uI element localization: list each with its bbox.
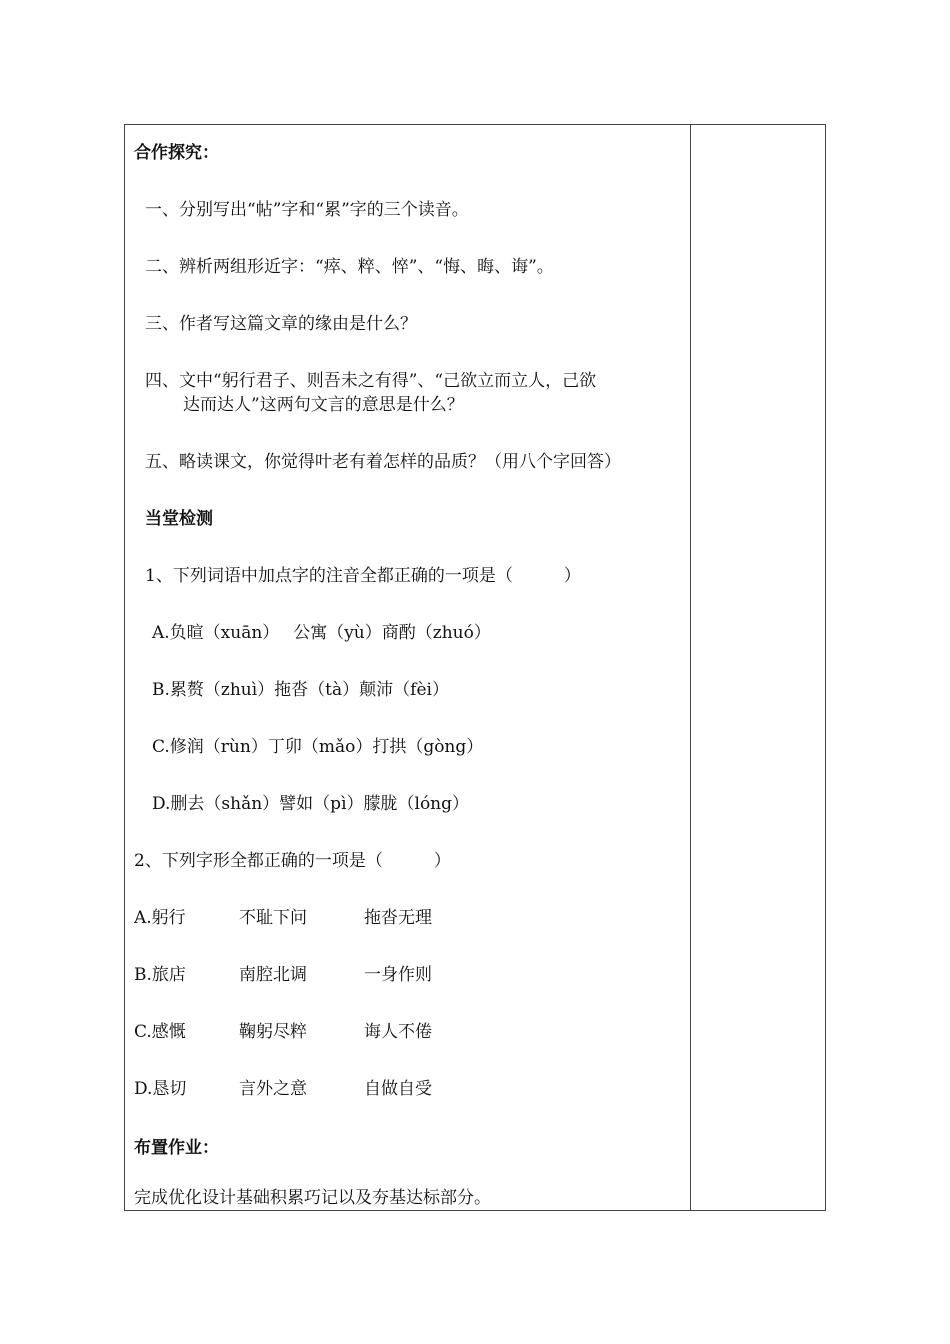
test-question-2-option-c-word-2: 诲人不倦 [364, 1022, 432, 1042]
test-question-1-option-d: D.删去（shǎn）譬如（pì）朦胧（lóng） [152, 794, 470, 814]
section-heading-homework: 布置作业： [134, 1138, 219, 1158]
inquiry-question-3: 三、作者写这篇文章的缘由是什么？ [145, 314, 417, 334]
inquiry-question-2: 二、辨析两组形近字：“瘁、粹、悴”、“悔、晦、诲”。 [145, 257, 554, 277]
test-question-2-stem: 2、下列字形全都正确的一项是（ ） [134, 851, 451, 871]
test-question-2-option-d-word-2: 自做自受 [364, 1079, 432, 1099]
test-question-2-option-a-word-1: 不耻下问 [239, 908, 307, 928]
inquiry-question-4-line-2: 达而达人”这两句文言的意思是什么？ [183, 395, 464, 415]
inquiry-question-4-line-1: 四、文中“躬行君子、则吾未之有得”、“己欲立而立人，己欲 [145, 371, 597, 391]
section-heading-class-test: 当堂检测 [145, 509, 213, 529]
test-question-1-option-b: B.累赘（zhuì）拖沓（tà）颠沛（fèi） [152, 680, 449, 700]
test-question-2-option-a-label: A.躬行 [134, 908, 186, 928]
test-question-2-option-c-word-1: 鞠躬尽粹 [239, 1022, 307, 1042]
inquiry-question-1: 一、分别写出“帖”字和“累”字的三个读音。 [145, 200, 469, 220]
test-question-2-option-b-word-2: 一身作则 [364, 965, 432, 985]
column-divider [690, 124, 691, 1211]
test-question-2-option-b-word-1: 南腔北调 [239, 965, 307, 985]
test-question-2-option-a-word-2: 拖沓无理 [364, 908, 432, 928]
homework-text: 完成优化设计基础积累巧记以及夯基达标部分。 [134, 1188, 491, 1208]
section-heading-cooperative-inquiry: 合作探究： [134, 143, 219, 163]
test-question-2-option-d-label: D.恳切 [134, 1079, 187, 1099]
test-question-2-option-b-label: B.旅店 [134, 965, 186, 985]
test-question-2-option-d-word-1: 言外之意 [239, 1079, 307, 1099]
lesson-table [124, 124, 826, 1211]
test-question-1-stem: 1、下列词语中加点字的注音全都正确的一项是（ ） [145, 566, 581, 586]
inquiry-question-5: 五、略读课文，你觉得叶老有着怎样的品质？（用八个字回答） [145, 452, 621, 472]
test-question-1-option-c: C.修润（rùn）丁卯（mǎo）打拱（gòng） [152, 737, 484, 757]
test-question-2-option-c-label: C.感慨 [134, 1022, 186, 1042]
test-question-1-option-a: A.负暄（xuān） 公寓（yù）商酌（zhuó） [152, 623, 491, 643]
